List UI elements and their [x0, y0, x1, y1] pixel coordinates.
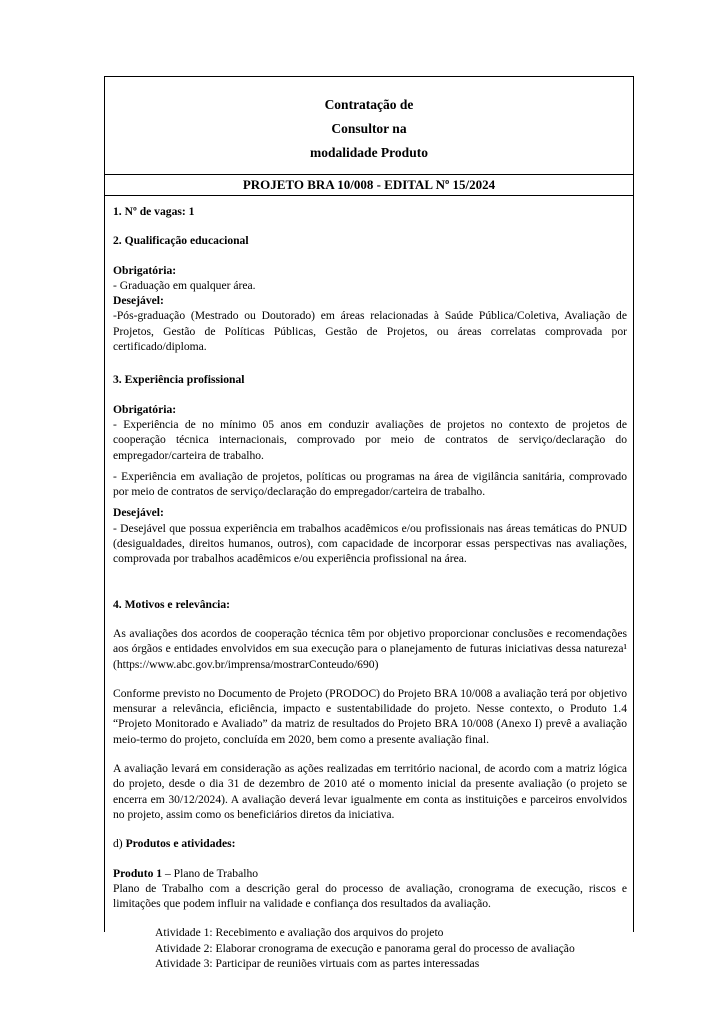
experience-required-text-2: - Experiência em avaliação de projetos, políticas ou programas na área de vigilância sanitária, comprovado por meio de contratos de serviço/declaração do empregador/carteira de trabalho. [113, 469, 627, 499]
education-desired-label: Desejável: [113, 294, 164, 308]
education-desired-text: -Pós-graduação (Mestrado ou Doutorado) em áreas relacionadas à Saúde Pública/Coletiva, Avaliação de Projetos, Gestão de Políticas Públicas, Gestão de Projetos, ou áreas correlatas comprovada por certificado/diploma. [113, 309, 627, 354]
experience-desired-label: Desejável: [113, 506, 164, 520]
title-line-2: Consultor na [331, 120, 407, 136]
product-1-heading [113, 866, 627, 881]
title-line-3: modalidade Produto [310, 144, 428, 160]
section-education: 2. Qualificação educacional [113, 234, 249, 248]
document-frame [104, 76, 634, 970]
product-1-title: – Plano de Trabalho [162, 866, 259, 880]
document-body [105, 196, 633, 971]
motives-paragraph-3: A avaliação levará em consideração as ações realizadas em território nacional, de acordo com a matriz lógica do projeto, desde o dia 31 de dezembro de 2010 até o momento inicial da presente avaliação (o projeto se encerra em 30/12/2024). A avaliação deverá levar igualmente em conta as instituições e parceiros envolvidos no projeto, assim como os beneficiários diretos da iniciativa. [113, 762, 627, 821]
education-required-text: - Graduação em qualquer área. [113, 278, 256, 292]
motives-paragraph-2: Conforme previsto no Documento de Projeto (PRODOC) do Projeto BRA 10/008 a avaliação terá por objetivo mensurar a relevância, eficiência, impacto e sustentabilidade do projeto. Nesse contexto, o Produto 1.4 “Projeto Monitorado e Avaliado” da matriz de resultados do Projeto BRA 10/008 (Anexo I) prevê a avaliação meio-termo do projeto, concluída em 2020, bem como a presente avaliação final. [113, 686, 627, 746]
experience-required-label: Obrigatória: [113, 402, 177, 416]
experience-desired-text: - Desejável que possua experiência em trabalhos acadêmicos e/ou profissionais nas áreas temáticas do PNUD (desigualdades, direitos humanos, outros), com capacidade de incorporar essas perspectivas nas avaliações, comprovada por trabalhos acadêmicos e/ou experiência profissional na área. [113, 521, 627, 566]
experience-required-text-1: - Experiência de no mínimo 05 anos em conduzir avaliações de projetos no contexto de projetos de cooperação técnica internacionais, comprovado por meio de contratos de serviço/declaração do empregador/carteira de trabalho. [113, 417, 627, 462]
section-experience: 3. Experiência profissional [113, 373, 245, 387]
education-required-label: Obrigatória: [113, 263, 177, 277]
motives-paragraph-1: As avaliações dos acordos de cooperação técnica têm por objetivo proporcionar conclusões e recomendações aos órgãos e entidades envolvidos em sua execução para o planejamento de futuras iniciativas dessa natureza¹ (https://www.abc.gov.br/imprensa/mostrarConteudo/690) [113, 626, 627, 671]
activity-1: Atividade 1: Recebimento e avaliação dos arquivos do projeto [155, 926, 444, 940]
activity-2: Atividade 2: Elaborar cronograma de execução e panorama geral do processo de avaliação [155, 941, 575, 955]
title-line-1: Contratação de [324, 96, 414, 112]
section-products [113, 836, 627, 851]
section-vacancies: 1. Nº de vagas: 1 [113, 205, 195, 218]
section-motives: 4. Motivos e relevância: [113, 597, 230, 611]
section-products-title: Produtos e atividades: [125, 837, 236, 851]
product-1-label: Produto 1 [113, 866, 163, 880]
product-1-text: Plano de Trabalho com a descrição geral do processo de avaliação, cronograma de execução, riscos e limitações que podem influir na validade e confiança dos resultados da avaliação. [113, 881, 627, 911]
project-header: PROJETO BRA 10/008 - EDITAL Nº 15/2024 [105, 175, 633, 196]
activity-3: Atividade 3: Participar de reuniões virtuais com as partes interessadas [155, 956, 480, 970]
title-box [105, 77, 633, 175]
section-products-prefix: d) [113, 837, 126, 851]
